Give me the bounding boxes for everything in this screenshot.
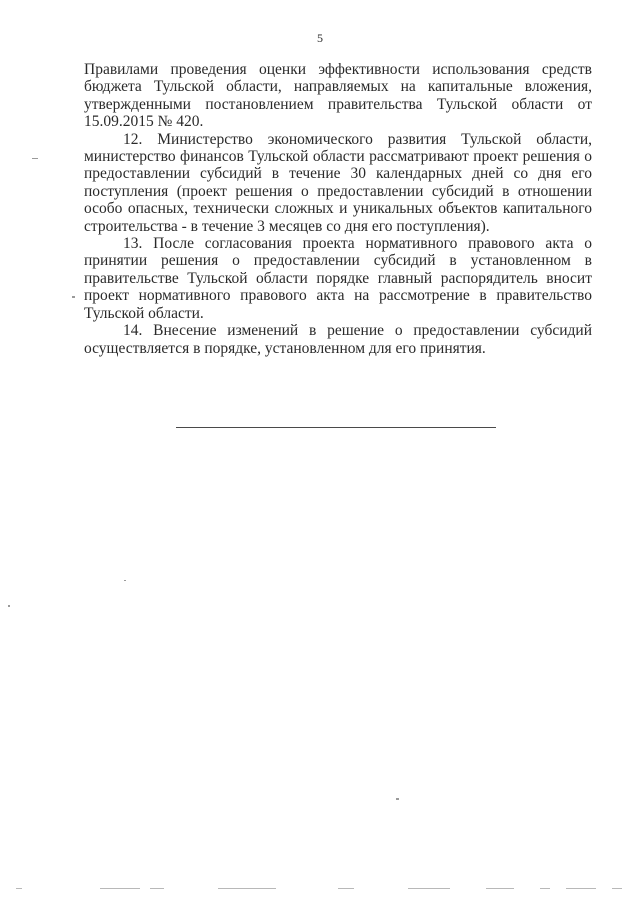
- scan-speck: [72, 296, 75, 298]
- end-divider-line: [176, 427, 496, 428]
- paragraph-14: 14. Внесение изменений в решение о предоставлении субсидий осуществляется в порядке, установленном для его принятия.: [84, 322, 592, 357]
- paragraph-12: 12. Министерство экономического развития Тульской области, министерство финансов Тульской области рассматривают проект решения о предоставлении субсидий в течение 30 календарных дней со дня его поступления (проект решения о предоставлении субсидий в отношении особо опасных, технически сложных и уникальных объектов капитального строительства - в течение 3 месяцев со дня его поступления).: [84, 130, 592, 235]
- scan-speck: [396, 798, 399, 800]
- footer-scan-marks: [0, 886, 640, 892]
- paragraph-13: 13. После согласования проекта нормативного правового акта о принятии решения о предоставлении субсидий в установленном в правительстве Тульской области порядке главный распорядитель вносит проект нормативного правового акта на рассмотрение в правительство Тульской области.: [84, 235, 592, 322]
- document-body: [84, 61, 592, 357]
- paragraph-continuation: Правилами проведения оценки эффективности использования средств бюджета Тульской области, направляемых на капитальные вложения, утвержденными постановлением правительства Тульской области от 15.09.2015 № 420.: [84, 61, 592, 131]
- scan-speck: [8, 605, 10, 607]
- page-number: 5: [317, 31, 323, 45]
- scan-speck: [124, 580, 126, 581]
- scan-speck: [32, 158, 38, 159]
